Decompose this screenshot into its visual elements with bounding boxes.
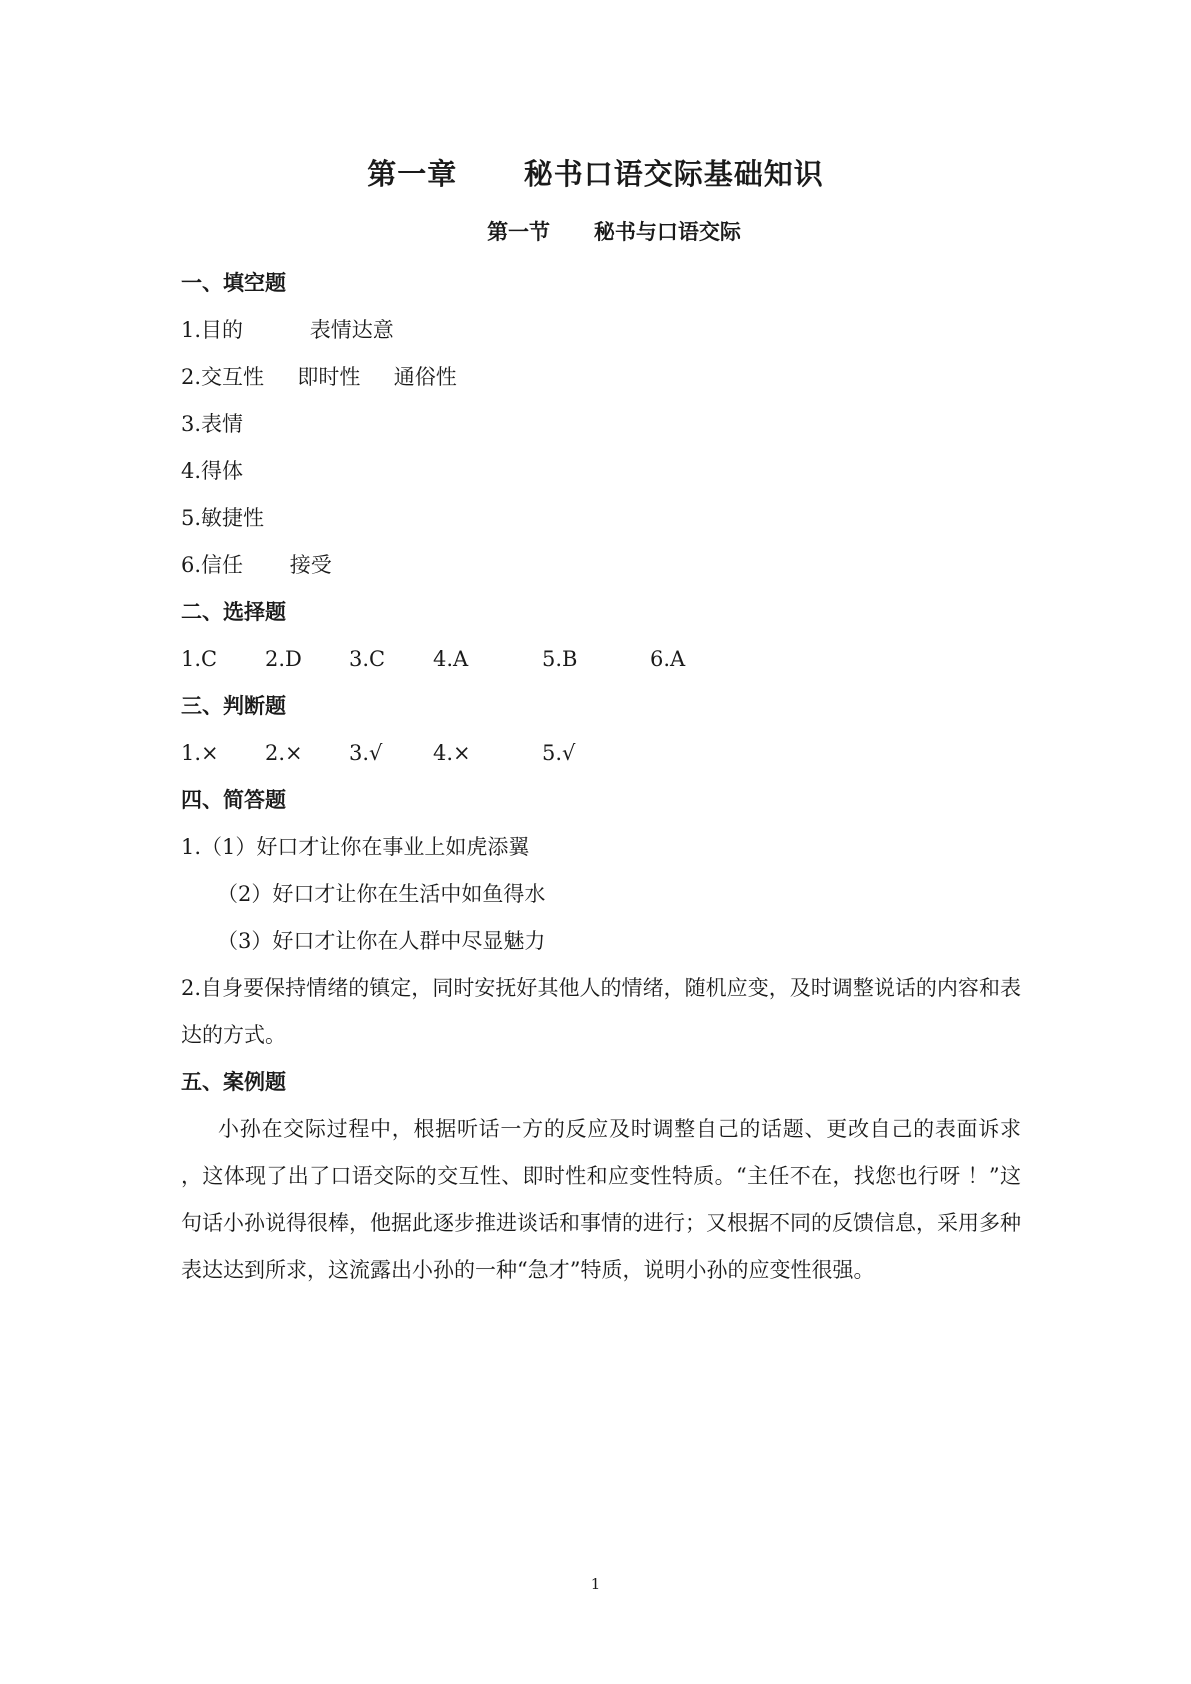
judge-answer: 1.× [181,741,219,765]
case-heading: 五、案例题 [181,1070,286,1094]
choice-answers-row [181,636,1021,683]
fill-blank-item: 4.得体 [181,459,244,483]
fill-blank-item: 2.交互性 即时性 通俗性 [181,365,457,389]
choice-heading: 二、选择题 [181,600,286,624]
short-answer-q1-line: 1.（1）好口才让你在事业上如虎添翼 [181,835,530,859]
choice-answer: 2.D [265,647,302,671]
chapter-title: 第一章 秘书口语交际基础知识 [367,157,824,191]
page-number: 1 [590,1575,601,1593]
case-analysis-paragraph: 小孙在交际过程中，根据听话一方的反应及时调整自己的话题、更改自己的表面诉求 ，这体现了出了口语交际的交互性、即时性和应变性特质。“主任不在，找您也行呀 ！”这句话小孙说得很棒，他据此逐步推进谈话和事情的进行；又根据不同的反馈信息，采用多种表达达到所求，这流露出小孙的一种“急才”特质，说明小孙的应变性很强。 [181,1117,1021,1282]
judge-answer: 2.× [265,741,303,765]
fill-blank-heading: 一、填空题 [181,271,286,295]
choice-answer: 6.A [650,647,686,671]
choice-answer: 4.A [433,647,469,671]
answer-content [181,260,1021,1294]
short-answer-q1-line: （3）好口才让你在人群中尽显魅力 [217,929,546,953]
short-answer-q1-line: （2）好口才让你在生活中如鱼得水 [217,882,546,906]
short-answer-heading: 四、简答题 [181,788,286,812]
short-answer-q2: 2.自身要保持情绪的镇定，同时安抚好其他人的情绪，随机应变，及时调整说话的内容和表达的方式。 [181,976,1021,1047]
choice-answer: 1.C [181,647,218,671]
judge-answers-row [181,730,1021,777]
choice-answer: 3.C [349,647,386,671]
fill-blank-item: 6.信任 接受 [181,553,332,577]
fill-blank-item: 5.敏捷性 [181,506,265,530]
judge-answer: 5.√ [542,741,576,765]
judge-answer: 4.× [433,741,471,765]
judge-answer: 3.√ [349,741,383,765]
fill-blank-item: 3.表情 [181,412,244,436]
fill-blank-item: 1.目的 表情达意 [181,318,394,342]
judge-heading: 三、判断题 [181,694,286,718]
choice-answer: 5.B [542,647,578,671]
section-title: 第一节 秘书与口语交际 [487,220,741,244]
